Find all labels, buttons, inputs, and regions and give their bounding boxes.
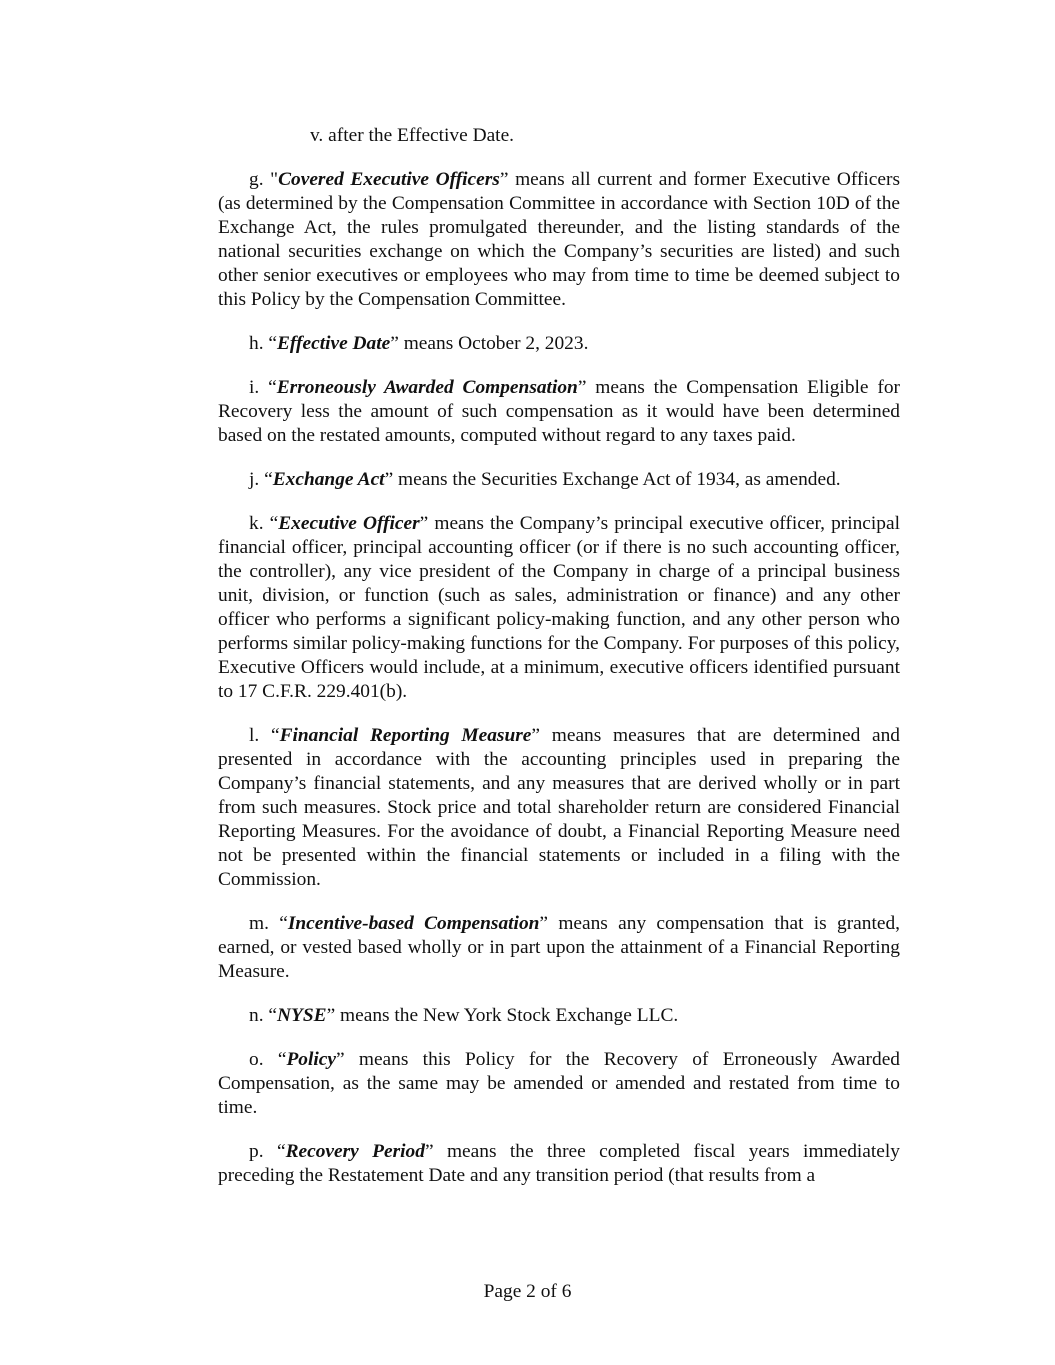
definition-financial-reporting-measure: l. “Financial Reporting Measure” means measures that are determined and presented in accordance with the accounting principles used in preparing the Company’s financial statements, and any measures that are derived wholly or in part from such measures. Stock price and total shareholder return are considered Financial Reporting Measures. For the avoidance of doubt, a Financial Reporting Measure need not be presented within the financial statements or included in a filing with the Commission. [218,725,900,890]
defined-term: Incentive-based Compensation [287,913,540,934]
definition-text: means October 2, 2023. [398,333,589,354]
item-label: h. [249,333,269,354]
item-label: j. [249,469,265,490]
definition-erroneously-awarded-compensation: i. “Erroneously Awarded Compensation” means the Compensation Eligible for Recovery less the amount of such compensation as it would have been determined based on the restated amounts, computed without regard to any taxes paid. [218,377,900,446]
defined-term: Erroneously Awarded Compensation [276,377,578,398]
item-label: p. [249,1141,277,1162]
defined-term: Exchange Act [272,469,385,490]
defined-term: Effective Date [277,333,391,354]
definition-text: means the Compensation Eligible for Recovery less the amount of such compensation as it would have been determined based on the restated amounts, computed without regard to any taxes paid. [218,377,900,446]
item-label: n. [249,1005,269,1026]
defined-term: Policy [286,1049,336,1070]
defined-term: Covered Executive Officers [278,169,500,190]
definition-text: means measures that are determined and presented in accordance with the accounting principles used in preparing the Company’s financial statements, and any measures that are derived wholly or in part from such measures. Stock price and total shareholder return are considered Financial Reporting Measures. For the avoidance of doubt, a Financial Reporting Measure need not be presented within the financial statements or included in a filing with the Commission. [218,725,900,890]
definition-recovery-period: p. “Recovery Period” means the three completed fiscal years immediately preceding the Restatement Date and any transition period (that results from a [218,1141,900,1186]
definition-text: means the Securities Exchange Act of 1934, as amended. [393,469,841,490]
definition-executive-officer: k. “Executive Officer” means the Company’s principal executive officer, principal financial officer, principal accounting officer (or if there is no such accounting officer, the controller), any vice president of the Company in charge of a principal business unit, division, or function (such as sales, administration or finance) and any other officer who performs a significant policy-making function, and any other person who performs similar policy-making functions for the Company. For purposes of this policy, Executive Officers would include, at a minimum, executive officers identified pursuant to 17 C.F.R. 229.401(b). [218,513,900,702]
defined-term: Financial Reporting Measure [279,725,532,746]
list-item-v: v. after the Effective Date. [310,125,515,146]
definition-covered-executive-officers: g. "Covered Executive Officers” means all current and former Executive Officers (as determined by the Compensation Committee in accordance with Section 10D of the Exchange Act, the rules promulgated thereunder, and the listing standards of the national securities exchange on which the Company’s securities are listed) and such other senior executives or employees who may from time to time be deemed subject to this Policy by the Compensation Committee. [218,169,900,310]
definition-text: means this Policy for the Recovery of Erroneously Awarded Compensation, as the same may be amended or amended and restated from time to time. [218,1049,900,1118]
page-number: Page 2 of 6 [483,1281,572,1302]
definition-nyse: n. “NYSE” means the New York Stock Exchange LLC. [249,1005,679,1026]
item-label: l. [249,725,271,746]
definition-effective-date: h. “Effective Date” means October 2, 2023. [249,333,589,354]
item-label: m. [249,913,280,934]
definition-text: means any compensation that is granted, earned, or vested based wholly or in part upon the attainment of a Financial Reporting Measure. [218,913,900,982]
definition-text: means the Company’s principal executive officer, principal financial officer, principal accounting officer (or if there is no such accounting officer, the controller), any vice president of the Company in charge of a principal business unit, division, or function (such as sales, administration or finance) and any other officer who performs a significant policy-making function, and any other person who performs similar policy-making functions for the Company. For purposes of this policy, Executive Officers would include, at a minimum, executive officers identified pursuant to 17 C.F.R. 229.401(b). [218,513,900,702]
definition-text: means all current and former Executive Officers (as determined by the Compensation Committee in accordance with Section 10D of the Exchange Act, the rules promulgated thereunder, and the listing standards of the national securities exchange on which the Company’s securities are listed) and such other senior executives or employees who may from time to time be deemed subject to this Policy by the Compensation Committee. [218,169,900,310]
item-label: i. [249,377,269,398]
definition-incentive-based-compensation: m. “Incentive-based Compensation” means any compensation that is granted, earned, or vested based wholly or in part upon the attainment of a Financial Reporting Measure. [218,913,900,982]
definition-text: means the New York Stock Exchange LLC. [335,1005,679,1026]
item-label: k. [249,513,270,534]
document-page [218,124,900,1208]
defined-term: NYSE [277,1005,327,1026]
item-label: g. [249,169,271,190]
definition-exchange-act: j. “Exchange Act” means the Securities Exchange Act of 1934, as amended. [249,469,841,490]
definition-policy: o. “Policy” means this Policy for the Recovery of Erroneously Awarded Compensation, as the same may be amended or amended and restated from time to time. [218,1049,900,1118]
definition-text: means the three completed fiscal years immediately preceding the Restatement Date and any transition period (that results from a [218,1141,900,1186]
defined-term: Executive Officer [278,513,420,534]
item-label: o. [249,1049,278,1070]
defined-term: Recovery Period [285,1141,425,1162]
